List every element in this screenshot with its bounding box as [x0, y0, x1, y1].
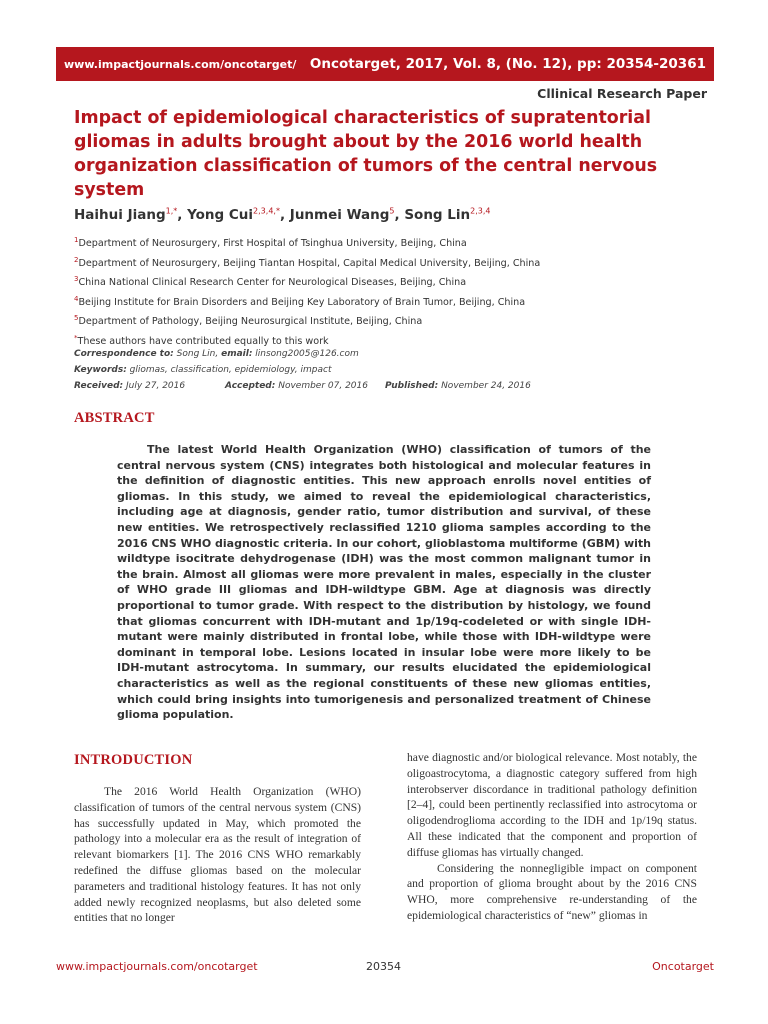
author-list [74, 206, 491, 223]
footer-journal-name: Oncotarget [652, 960, 714, 973]
author-3: Junmei Wang$^5$, [289, 206, 405, 223]
intro-right-column [407, 750, 697, 924]
affiliation-item: $^1$Department of Neurosurgery, First Hospital of Tsinghua University, Beijing, China [74, 236, 467, 250]
affiliation-item: $^3$China National Clinical Research Center for Neurological Diseases, Beijing, China [74, 275, 467, 289]
article-meta [74, 346, 714, 394]
received-date: Received: July 27, 2016 [74, 381, 186, 391]
intro-paragraph-2: Considering the nonnegligible impact on component and proportion of glioma brought about by the 2016 CNS WHO, more comprehensive re-understanding of the epidemiological characteristics of “new” gliomas in [407, 861, 697, 922]
intro-left-column [74, 784, 361, 926]
author-4: Song Lin$^{2,3,4}$ [404, 206, 491, 223]
header-citation: Oncotarget, 2017, Vol. 8, (No. 12), pp: 20354-20361 [309, 56, 706, 72]
introduction-heading: INTRODUCTION [74, 752, 193, 768]
abstract-body: The latest World Health Organization (WHO) classification of tumors of the central nervous system (CNS) integrates both histological and molecular features in the definition of diagnostic entities. This new approach enrolls novel entities of gliomas. In this study, we aimed to reveal the epidemiological characteristics, including age at diagnosis, gender ratio, tumor distribution and survival, of these new entities. We retrospectively reclassified 1210 glioma samples according to the 2016 CNS WHO diagnostic criteria. In our cohort, glioblastoma multiforme (GBM) with wildtype isocitrate dehydrogenase (IDH) was the most common malignant tumor in the brain. Almost all gliomas were more prevalent in males, especially in the cluster of WHO grade III gliomas and IDH-wildtype GBM. Age at diagnosis was directly proportional to tumor grade. With respect to the distribution by histology, we found that gliomas concurrent with IDH-mutant and 1p/19q-codeleted or with single IDH-mutant were mainly distributed in frontal lobe, while those with IDH-wildtype were dominant in temporal lobe. Lesions located in insular lobe were more likely to be IDH-mutant astrocytoma. In summary, our results elucidated the epidemiological characteristics as well as the regional constituents of these new gliomas entities, which could bring insights into tumorigenesis and personalized treatment of Chinese glioma population. [117, 443, 651, 722]
page-footer [56, 960, 714, 976]
published-date: Published: November 24, 2016 [385, 381, 531, 391]
keywords-line: Keywords: gliomas, classification, epidemiology, impact [74, 365, 332, 375]
dates-line [74, 378, 714, 394]
intro-paragraph-1: The 2016 World Health Organization (WHO) classification of tumors of the central nervous system (CNS) has successfully updated in May, which promoted the pathology into a molecular era as the result of integration of relevant biomarkers [1]. The 2016 CNS WHO remarkably redefined the diffuse gliomas based on the molecular parameters and traditional histology features. It has not only added newly recognized neoplasms, but also deleted some entities that no longer [74, 785, 361, 925]
footer-url-link[interactable]: www.impactjournals.com/oncotarget [56, 960, 258, 973]
accepted-date: Accepted: November 07, 2016 [225, 381, 368, 391]
intro-paragraph-1-continued: have diagnostic and/or biological relevance. Most notably, the oligoastrocytoma, a diagnostic category suffered from high interobserver discordance in traditional pathology definition [2–4], could been pertinently reclassified into astrocytoma or oligodendroglioma according to the IDH and 1p/19q status. All these indicated that the component and proportion of diffuse gliomas has virtually changed. [407, 751, 697, 859]
page-number: 20354 [366, 960, 401, 973]
paper-title: Impact of epidemiological characteristics of supratentorial gliomas in adults brought about by the 2016 world health organization classification of tumors of the central nervous system [74, 108, 658, 200]
affiliation-list [74, 232, 714, 349]
affiliation-item: $^5$Department of Pathology, Beijing Neurosurgical Institute, Beijing, China [74, 314, 423, 328]
author-1: Haihui Jiang$^{1,*}$, [74, 206, 188, 223]
email-link[interactable]: linsong2005@126.com [252, 349, 359, 359]
affiliation-item: *These authors have contributed equally to this work [74, 333, 329, 347]
correspondence-line: Correspondence to: Song Lin, email: linsong2005@126.com [74, 349, 359, 359]
affiliation-item: $^2$Department of Neurosurgery, Beijing Tiantan Hospital, Capital Medical University, Beijing, China [74, 255, 541, 269]
affiliation-item: $^4$Beijing Institute for Brain Disorders and Beijing Key Laboratory of Brain Tumor, Beijing, China [74, 294, 526, 308]
paper-type-label: Cllinical Research Paper [537, 86, 707, 101]
abstract-heading: ABSTRACT [74, 410, 155, 426]
author-2: Yong Cui$^{2,3,4,*}$, [187, 206, 290, 223]
header-url-link[interactable]: www.impactjournals.com/oncotarget/ [64, 58, 297, 71]
journal-header-bar [56, 47, 714, 81]
